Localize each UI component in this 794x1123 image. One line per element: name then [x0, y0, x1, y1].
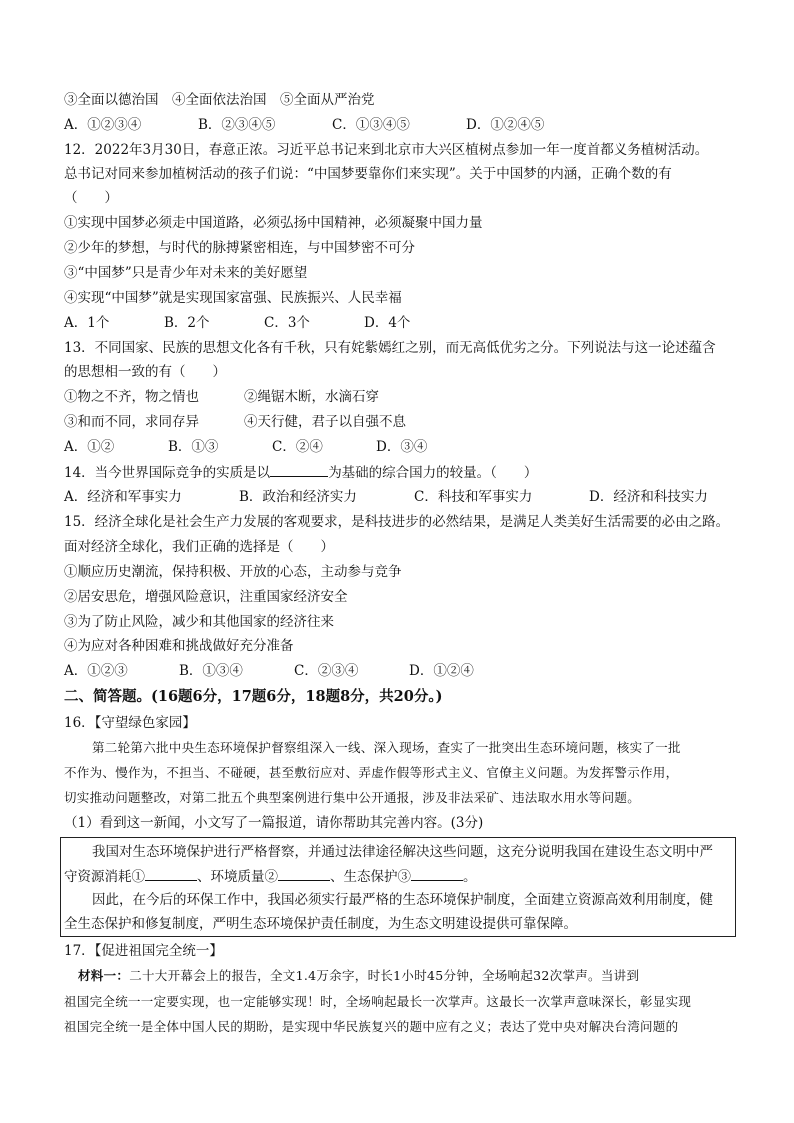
- q15-option-2: ②居安思危，增强风险意识，注重国家经济安全: [64, 589, 348, 605]
- q14-fill-blank: [270, 462, 328, 477]
- q16-report-line-2: [64, 866, 744, 887]
- q16-material-line-2: 不作为、慢作为，不担当、不碰硬，甚至敷衍应对、弄虚作假等形式主义、官僚主义问题。为发挥警示作用，: [64, 765, 679, 780]
- q16-report-line-3: 因此，在今后的环保工作中，我国必须实行最严格的生态环境保护制度，全面建立资源高效利用制度，健: [92, 892, 713, 908]
- q12-option-3: ③“中国梦”只是青少年对未来的美好愿望: [64, 265, 308, 281]
- q16-blank-3[interactable]: [411, 866, 463, 881]
- q14-stem: [64, 462, 744, 483]
- q16-blank-2[interactable]: [278, 866, 330, 881]
- q13-options-row-2: [64, 412, 744, 432]
- q11-choice-d: D．①②④⑤: [466, 117, 545, 133]
- q15-stem-line-1: 15．经济全球化是社会生产力发展的客观要求，是科技进步的必然结果，是满足人类美好生活需要的必由之路。: [64, 514, 730, 530]
- q16-report-part-d: 。: [463, 869, 477, 885]
- q11-choice-c: C．①③④⑤: [332, 117, 410, 133]
- q15-choices: [64, 661, 744, 681]
- q12-choices: [64, 313, 744, 333]
- q12-option-4: ④实现“中国梦”就是实现国家富强、民族振兴、人民幸福: [64, 290, 402, 306]
- q12-choice-c: C．3个: [264, 315, 310, 331]
- q17-material-line-3: 祖国完全统一是全体中国人民的期盼，是实现中华民族复兴的题中应有之义；表达了党中央对解决台湾问题的: [64, 1019, 679, 1034]
- q15-option-3: ③为了防止风险，减少和其他国家的经济往来: [64, 614, 334, 630]
- q15-choice-c: C．②③④: [294, 663, 359, 679]
- q11-choices: [64, 115, 744, 135]
- q13-option-1: ①物之不齐，物之情也: [64, 389, 199, 405]
- q12-stem-line-2: 总书记对同来参加植树活动的孩子们说：“中国梦要靠你们来实现”。关于中国梦的内涵，正确个数的有: [64, 166, 672, 182]
- q13-stem-line-2: 的思想相一致的有（ ）: [64, 364, 226, 380]
- q12-option-1: ①实现中国梦必须走中国道路，必须弘扬中国精神，必须凝聚中国力量: [64, 215, 483, 231]
- q12-answer-paren: （ ）: [64, 190, 118, 206]
- q16-blank-1[interactable]: [145, 866, 197, 881]
- q17-material-text-1: 二十大开幕会上的报告，全文1.4万余字，时长1小时45分钟，全场响起32次掌声。当讲到: [129, 968, 640, 983]
- q16-report-line-1: 我国对生态环境保护进行严格督察，并通过法律途径解决这些问题，这充分说明我国在建设生态文明中严: [92, 844, 713, 860]
- q13-option-4: ④天行健，君子以自强不息: [244, 414, 406, 430]
- q14-stem-part-b: 为基础的综合国力的较量。（ ）: [328, 465, 538, 481]
- q16-report-line-4: 全生态保护和修复制度，严明生态环境保护责任制度，为生态文明建设提供可靠保障。: [64, 916, 577, 932]
- q13-option-2: ②绳锯木断，水滴石穿: [244, 389, 379, 405]
- q12-option-2: ②少年的梦想，与时代的脉搏紧密相连，与中国梦密不可分: [64, 240, 415, 256]
- q16-report-part-a: 守资源消耗①: [64, 869, 145, 885]
- q15-stem-line-2: 面对经济全球化，我们正确的选择是（ ）: [64, 539, 334, 555]
- q14-choice-a: A．经济和军事实力: [64, 489, 182, 505]
- q17-material-line-1: [78, 966, 742, 986]
- q15-choice-b: B．①③④: [179, 663, 243, 679]
- q11-choice-b: B．②③④⑤: [198, 117, 276, 133]
- section-2-heading: 二、简答题。(16题6分，17题6分，18题8分，共20分。): [64, 688, 443, 705]
- q16-title: 16．【守望绿色家园】: [64, 715, 196, 731]
- q15-option-1: ①顺应历史潮流，保持积极、开放的心态，主动参与竞争: [64, 564, 402, 580]
- q16-report-part-c: 、生态保护③: [330, 869, 411, 885]
- q11-choice-a: A．①②③④: [64, 117, 142, 133]
- q13-stem-line-1: 13．不同国家、民族的思想文化各有千秋，只有姹紫嫣红之别，而无高低优劣之分。下列说法与这一论述蕴含: [64, 340, 716, 356]
- q12-choice-a: A．1个: [64, 315, 110, 331]
- q13-choice-d: D．③④: [376, 439, 428, 455]
- q15-choice-d: D．①②④: [409, 663, 474, 679]
- q15-choice-a: A．①②③: [64, 663, 128, 679]
- q16-material-line-1: 第二轮第六批中央生态环境保护督察组深入一线、深入现场，查实了一批突出生态环境问题，核实了一批: [92, 740, 681, 755]
- q12-choice-d: D．4个: [364, 315, 411, 331]
- q13-choice-c: C．②④: [272, 439, 323, 455]
- q14-choice-b: B．政治和经济实力: [239, 489, 357, 505]
- q16-subquestion-1: （1）看到这一新闻，小文写了一篇报道，请你帮助其完善内容。(3分): [64, 815, 484, 831]
- q13-option-3: ③和而不同，求同存异: [64, 414, 199, 430]
- q14-choice-c: C．科技和军事实力: [414, 489, 533, 505]
- q17-material-line-2: 祖国完全统一一定要实现，也一定能够实现！时，全场响起最长一次掌声。这最长一次掌声意味深长，彰显实现: [64, 994, 692, 1009]
- q13-choices: [64, 437, 744, 457]
- q17-material-label: 材料一：: [78, 968, 130, 983]
- q15-option-4: ④为应对各种困难和挑战做好充分准备: [64, 638, 294, 654]
- q14-choice-d: D．经济和科技实力: [589, 489, 708, 505]
- q12-choice-b: B．2个: [164, 315, 210, 331]
- q13-choice-b: B．①③: [168, 439, 219, 455]
- q17-title: 17．【促进祖国完全统一】: [64, 943, 223, 959]
- q13-options-row-1: [64, 387, 744, 407]
- q16-report-part-b: 、环境质量②: [197, 869, 278, 885]
- q14-choices: [64, 487, 744, 507]
- q14-stem-part-a: 14．当今世界国际竞争的实质是以: [64, 465, 271, 481]
- q11-options-line: ③全面以德治国 ④全面依法治国 ⑤全面从严治党: [64, 92, 375, 108]
- q12-stem-line-1: 12．2022年3月30日，春意正浓。习近平总书记来到北京市大兴区植树点参加一年一度首都义务植树活动。: [64, 142, 709, 158]
- q13-choice-a: A．①②: [64, 439, 115, 455]
- q16-material-line-3: 切实推动问题整改，对第二批五个典型案例进行集中公开通报，涉及非法采矿、违法取水用水等问题。: [64, 790, 641, 805]
